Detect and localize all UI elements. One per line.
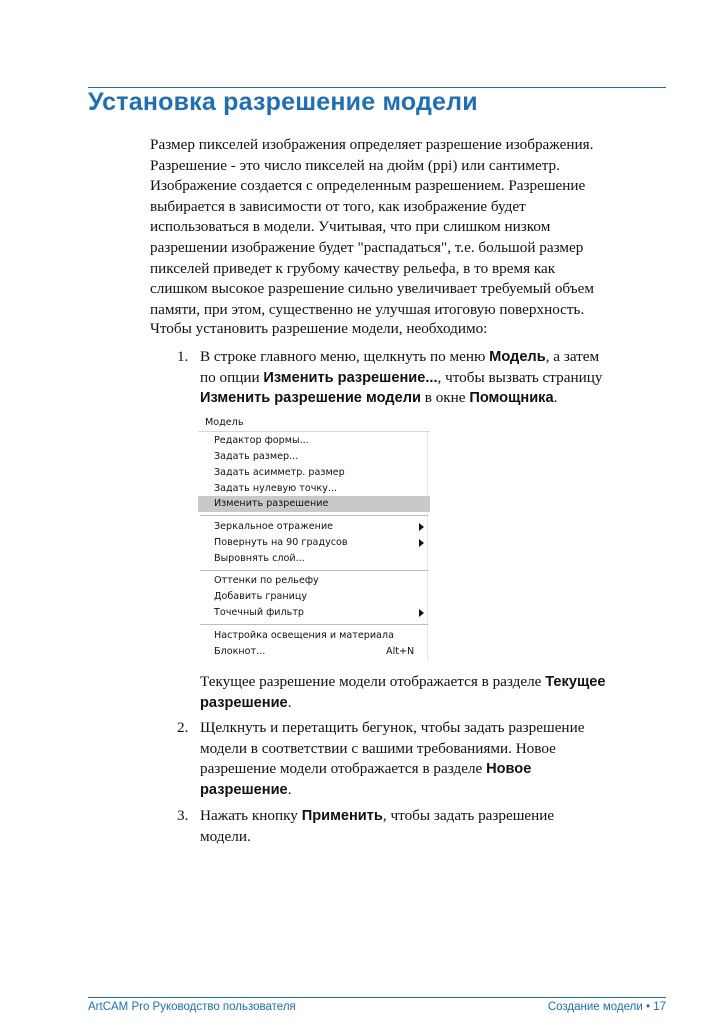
option-change-resolution: Изменить разрешение... [263,369,438,386]
step-text-run: . [553,389,558,407]
menu-item-label: Зеркальное отражение [214,521,334,532]
submenu-arrow-icon [419,609,424,617]
menu-item-label: Изменить разрешение [214,498,329,509]
step-line: модели в соответствии с вашими требованиями. Новое [200,739,556,757]
step-number: 3. [177,807,189,824]
step-text [200,672,670,713]
step-text-run: В строке главного меню, щелкнуть по меню [200,348,490,365]
menu-separator [200,624,428,625]
intro-line: Изображение создается с определенным разрешением. Разрешение [150,177,586,195]
footer-page-number: Создание модели • 17 [547,1001,666,1013]
menu-item-rotate-90[interactable] [198,535,430,551]
menu-item-shortcut: Alt+N [386,646,415,657]
step-line [200,368,670,389]
submenu-arrow-icon [419,539,424,547]
section-new-resolution: Новое [486,761,532,778]
step-text-run: разрешение модели отображается в разделе [200,760,487,778]
step-text-run: . [287,780,292,798]
step-text-run: , чтобы вызвать страницу [437,368,603,386]
step-text [200,806,670,847]
menu-item-relief-shading[interactable] [198,573,430,589]
intro-line: памяти, при этом, существенно не улучшая итоговую поверхность. [150,300,585,318]
intro-line: слишком высокое разрешение сильно увеличивает требуемый объем [150,280,594,298]
step-line: модели. [200,827,251,845]
menu-item-label: Блокнот... [214,646,266,657]
step-text [200,718,670,800]
menu-separator [200,515,428,516]
menu-item-set-size[interactable] [198,449,430,465]
intro-line: использоваться в модели. Учитывая, что при слишком низком [150,218,551,236]
menu-item-point-filter[interactable] [198,605,430,621]
menu-item-set-zero-point[interactable] [198,481,430,497]
menu-item-label: Точечный фильтр [214,607,305,618]
intro-line: выбирается в зависимости от того, как изображение будет [150,197,526,215]
apply-button-name: Применить [301,808,383,824]
step-line [200,388,670,409]
menu-item-shape-editor[interactable] [198,433,430,449]
intro-paragraph [150,135,670,320]
page-change-model-resolution: Изменить разрешение модели [200,390,421,407]
step-text-run: Текущее разрешение модели отображается в разделе [200,673,546,690]
footer-book-title: ArtCAM Pro Руководство пользователя [88,1001,296,1013]
menu-item-label: Добавить границу [214,591,308,602]
menu-item-label: Задать размер... [214,451,299,462]
step-line [200,759,670,780]
menu-item-label: Повернуть на 90 градусов [214,537,348,548]
menu-divider [198,431,430,432]
step-text-run: Нажать кнопку [200,807,302,824]
intro-line: пикселей приведет к грубому качеству рельефа, в то время как [150,259,556,277]
step-text-run: , а затем [545,348,600,365]
step-text-run: , чтобы задать разрешение [382,807,555,824]
step-line [200,806,670,827]
menu-item-label: Выровнять слой... [214,553,305,564]
menu-item-label: Редактор формы... [214,435,309,446]
menu-item-lighting-material[interactable] [198,628,430,644]
footer-rule [88,997,666,998]
menu-item-label: Оттенки по рельефу [214,575,319,586]
step-line: Щелкнуть и перетащить бегунок, чтобы задать разрешение [200,719,585,736]
step-line [200,693,670,714]
step-text-run: по опции [200,368,264,386]
intro-line: Разрешение - это число пикселей на дюйм (ppi) или сантиметр. [150,156,560,174]
menu-separator [200,570,428,571]
intro-line: разрешении изображение будет "распадаться", т.е. большой размер [150,238,584,256]
steps-lead: Чтобы установить разрешение модели, необходимо: [150,320,488,337]
menu-item-label: Задать нулевую точку... [214,483,338,494]
menu-item-label: Задать асимметр. размер [214,467,345,478]
menu-item-mirror[interactable] [198,519,430,535]
menu-item-align-layer[interactable] [198,551,430,567]
menu-item-change-resolution[interactable] [198,496,430,512]
submenu-arrow-icon [419,523,424,531]
step-line [200,780,670,801]
step-line [200,347,670,368]
step-number: 1. [177,348,189,365]
step-text-run: . [287,693,292,711]
intro-line: Размер пикселей изображения определяет разрешение изображения. [150,136,594,153]
step-number: 2. [177,719,189,736]
page-title: Установка разрешение модели [88,88,478,116]
section-new-resolution: разрешение [200,781,288,798]
section-current-resolution: разрешение [200,694,288,711]
menu-item-add-border[interactable] [198,589,430,605]
step-line [200,672,670,693]
section-current-resolution: Текущее [545,674,606,690]
menu-item-label: Настройка освещения и материала [214,630,394,641]
model-menu-screenshot [198,410,430,662]
menu-item-set-asym-size[interactable] [198,465,430,481]
step-text-run: в окне [420,389,470,407]
menu-name-model: Модель [489,349,546,365]
step-text [200,347,670,409]
assistant-window-name: Помощника [469,390,554,407]
menu-title[interactable]: Модель [205,417,244,428]
menu-item-notepad[interactable] [198,644,430,660]
